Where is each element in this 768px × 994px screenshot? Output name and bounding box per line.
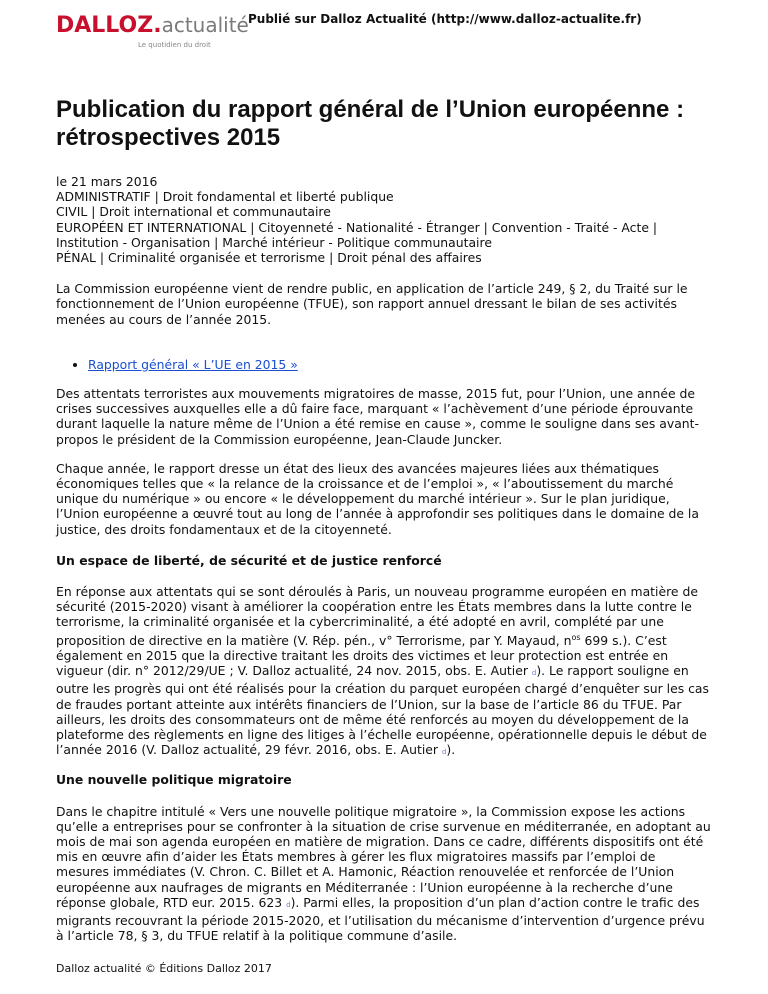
article-title: Publication du rapport général de l’Union européenne : rétrospectives 2015 [56, 96, 685, 151]
article-date: le 21 mars 2016 [56, 174, 158, 189]
paragraph-text: 699 s.). C’est également en 2015 que la directive traitant les droits des victimes et leur protection est entrée en vigueur (dir. n° 2012/29/UE ; V. Dalloz actualité, 24 nov. 2015, obs. E. Autier [56, 632, 669, 679]
category-line: ADMINISTRATIF | Droit fondamental et liberté publique [56, 189, 394, 205]
paragraph-text: Dans le chapitre intitulé « Vers une nouvelle politique migratoire », la Commission expose les actions qu’elle a entreprises pour se confronter à la situation de crise survenue en méditerranée, en adoptant au mois de mai son agenda européen en matière de migration. Dans ce cadre, différents dispositifs ont été mis en œuvre afin d’aider les États membres à gérer les flux migratoires massifs par l’emploi de mesures immédiates (V. Chron. C. Billet et A. Hamonic, Réaction renouvelée et renforcée de l’Union européenne aux naufrages de migrants en Méditerranée : l’Union européenne à la recherche d’une réponse globale, RTD eur. 2015. 623 [56, 803, 711, 910]
category-line: Institution - Organisation | Marché intérieur - Politique communautaire [56, 234, 492, 250]
paragraph [56, 804, 712, 944]
paragraph: Des attentats terroristes aux mouvements migratoires de masse, 2015 fut, pour l’Union, une année de crises successives auxquelles elle a dû faire face, marquant « l’achèvement d’une période éprouvante durant laquelle la nature même de l’Union a été remise en cause », comme le souligne dans ses avant-propos le président de la Commission européenne, Jean-Claude Juncker. [56, 386, 699, 447]
dalloz-actualite-logo[interactable] [56, 13, 249, 56]
paragraph-text: ). Le rapport souligne en outre les progrès qui ont été réalisés pour la création du parquet européen chargé d’enquêter sur les cas de fraudes portant atteinte aux intérêts financiers de l’Union, sur la base de l’article 86 du TFUE. Par ailleurs, les droits des consommateurs ont de même été renforcés au moyen du développement de la plateforme des règlements en ligne des litiges à l’échelle européenne, opérationnelle depuis le début de l’année 2016 (V. Dalloz actualité, 29 févr. 2016, obs. E. Autier [56, 663, 709, 758]
category-line: EUROPÉEN ET INTERNATIONAL | Citoyenneté - Nationalité - Étranger | Convention - Traité - Acte | [56, 219, 658, 235]
published-on-notice: Publié sur Dalloz Actualité (http://www.dalloz-actualite.fr) [248, 12, 642, 26]
paragraph [56, 584, 712, 760]
note-link-icon[interactable]: d [531, 669, 537, 678]
list-item [88, 357, 712, 372]
category-line: CIVIL | Droit international et communautaire [56, 204, 331, 220]
logo-dot: . [153, 13, 162, 38]
logo-text-dalloz: DALLOZ [56, 13, 154, 38]
page-footer: Dalloz actualité © Éditions Dalloz 2017 [56, 962, 272, 975]
article-content [56, 96, 712, 943]
section-heading: Une nouvelle politique migratoire [56, 772, 292, 788]
article-intro: La Commission européenne vient de rendre public, en application de l’article 249, § 2, du Traité sur le fonctionnement de l’Union européenne (TFUE), son rapport annuel dressant le bilan de ses activités menées au cours de l’année 2015. [56, 281, 688, 327]
report-link[interactable]: Rapport général « L’UE en 2015 » [88, 356, 298, 372]
paragraph-text: ). [446, 742, 456, 758]
paragraph: Chaque année, le rapport dresse un état des lieux des avancées majeures liées aux thématiques économiques telles que « la relance de la croissance et de l’emploi », « l’aboutissement du marché unique du numérique » ou encore « le développement du marché intérieur ». Sur le plan juridique, l’Union européenne a œuvré tout au long de l’année à approfondir ses politiques dans le domaine de la justice, des droits fondamentaux et de la citoyenneté. [56, 460, 699, 537]
paragraph-text: ). Parmi elles, la proposition d’un plan d’action contre le trafic des migrants recouvrant la période 2015-2020, et l’utilisation du mécanisme d’intervention d’urgence prévu à l’article 78, § 3, du TFUE relatif à la politique commune d’asile. [56, 894, 705, 944]
logo-tagline: Le quotidien du droit [138, 41, 211, 49]
logo-wordmark [56, 13, 249, 38]
paragraph-text: En réponse aux attentats qui se sont déroulés à Paris, un nouveau programme européen en matière de sécurité (2015-2020) visant à améliorer la coopération entre les États membres dans la lutte contre le terrorisme, la criminalité organisée et la cybercriminalité, a été adopté en avril, complété par une proposition de directive en la matière (V. Rép. pén., v° Terrorisme, par Y. Mayaud, n [56, 584, 698, 648]
section-heading: Un espace de liberté, de sécurité et de justice renforcé [56, 552, 442, 568]
superscript: os [571, 632, 581, 642]
note-link-icon[interactable]: d [286, 900, 291, 909]
note-link-icon[interactable]: d [441, 748, 447, 757]
article-meta [56, 174, 712, 265]
related-links-list [56, 357, 712, 372]
logo-text-actualite: actualité [161, 13, 249, 37]
category-line: PÉNAL | Criminalité organisée et terrorisme | Droit pénal des affaires [56, 250, 482, 266]
page-header [0, 0, 768, 60]
